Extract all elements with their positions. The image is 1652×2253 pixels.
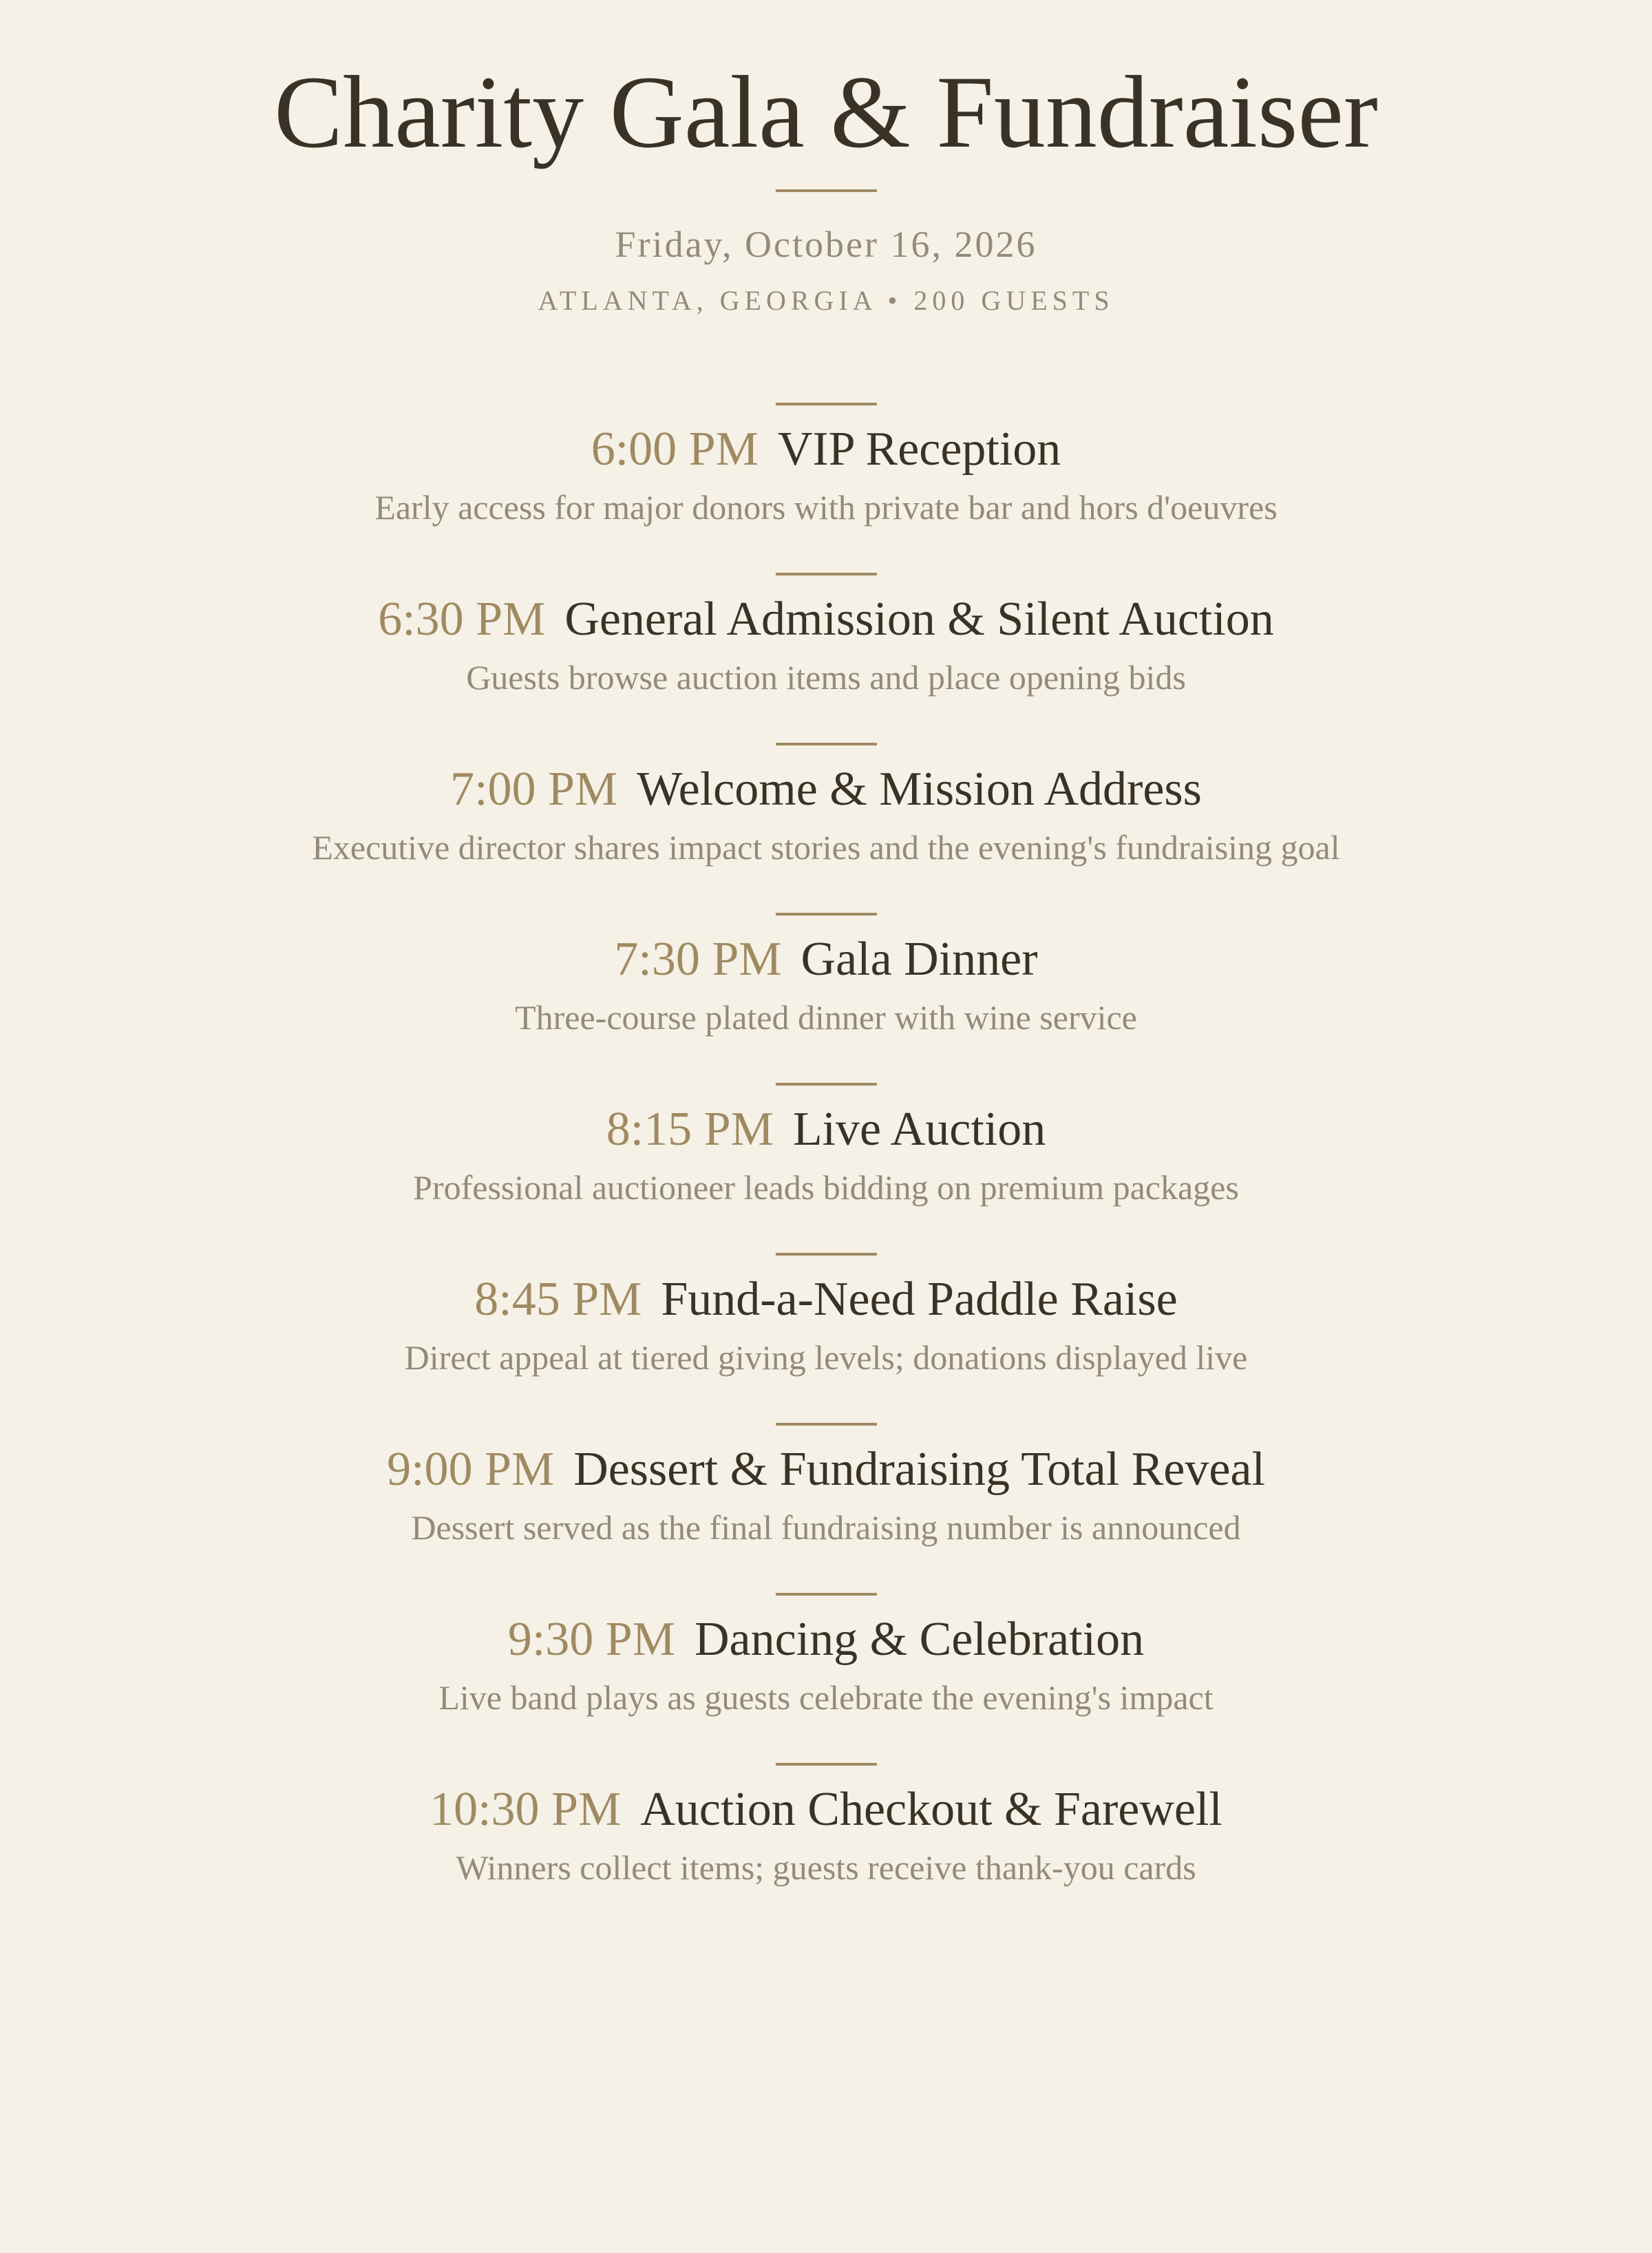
item-heading [0,422,1652,477]
item-title: Dessert & Fundraising Total Reveal [573,1443,1265,1496]
item-divider [776,1593,877,1596]
item-time: 10:30 PM [430,1783,622,1836]
item-time: 7:00 PM [450,763,618,816]
item-title: VIP Reception [777,423,1061,476]
schedule-item [0,743,1652,913]
item-time: 9:00 PM [387,1443,555,1496]
item-description: Direct appeal at tiered giving levels; donations displayed live [404,1338,1248,1377]
schedule-item [0,913,1652,1083]
title-divider [776,189,877,192]
item-title: Fund-a-Need Paddle Raise [661,1273,1178,1326]
item-description: Dessert served as the final fundraising number is announced [411,1508,1241,1547]
item-heading [0,1782,1652,1837]
item-description: Guests browse auction items and place opening bids [466,658,1186,697]
schedule-item [0,1083,1652,1253]
item-description: Executive director shares impact stories and the evening's fundraising goal [312,828,1340,867]
item-time: 6:00 PM [591,423,759,476]
item-divider [776,573,877,575]
item-time: 8:45 PM [474,1273,642,1326]
item-heading [0,592,1652,647]
item-divider [776,1083,877,1086]
item-title: General Admission & Silent Auction [564,593,1274,646]
item-description: Professional auctioneer leads bidding on premium packages [413,1168,1239,1207]
item-title: Welcome & Mission Address [637,763,1202,816]
schedule-item [0,1763,1652,1933]
item-time: 6:30 PM [378,593,546,646]
item-title: Live Auction [792,1103,1046,1156]
item-title: Auction Checkout & Farewell [640,1783,1222,1836]
item-heading [0,762,1652,817]
item-description: Live band plays as guests celebrate the evening's impact [438,1678,1214,1717]
item-heading [0,1612,1652,1667]
schedule-item [0,403,1652,573]
schedule-list [0,403,1652,1933]
item-title: Gala Dinner [801,933,1038,986]
schedule-item [0,573,1652,743]
item-divider [776,1423,877,1426]
item-time: 9:30 PM [507,1613,675,1666]
item-divider [776,913,877,916]
schedule-item [0,1423,1652,1593]
item-divider [776,403,877,405]
item-heading [0,1442,1652,1497]
item-heading [0,932,1652,987]
item-heading [0,1102,1652,1157]
item-description: Early access for major donors with private bar and hors d'oeuvres [374,488,1278,527]
item-title: Dancing & Celebration [694,1613,1145,1666]
page-title: Charity Gala & Fundraiser [274,55,1378,169]
item-heading [0,1272,1652,1327]
schedule-item [0,1593,1652,1763]
event-date: Friday, October 16, 2026 [615,224,1037,265]
item-divider [776,743,877,745]
item-divider [776,1763,877,1766]
item-time: 8:15 PM [606,1103,774,1156]
item-time: 7:30 PM [614,933,782,986]
item-description: Three-course plated dinner with wine service [515,998,1137,1037]
item-divider [776,1253,877,1256]
schedule-item [0,1253,1652,1423]
event-location: ATLANTA, GEORGIA • 200 GUESTS [538,285,1114,316]
item-description: Winners collect items; guests receive thank-you cards [456,1848,1196,1887]
